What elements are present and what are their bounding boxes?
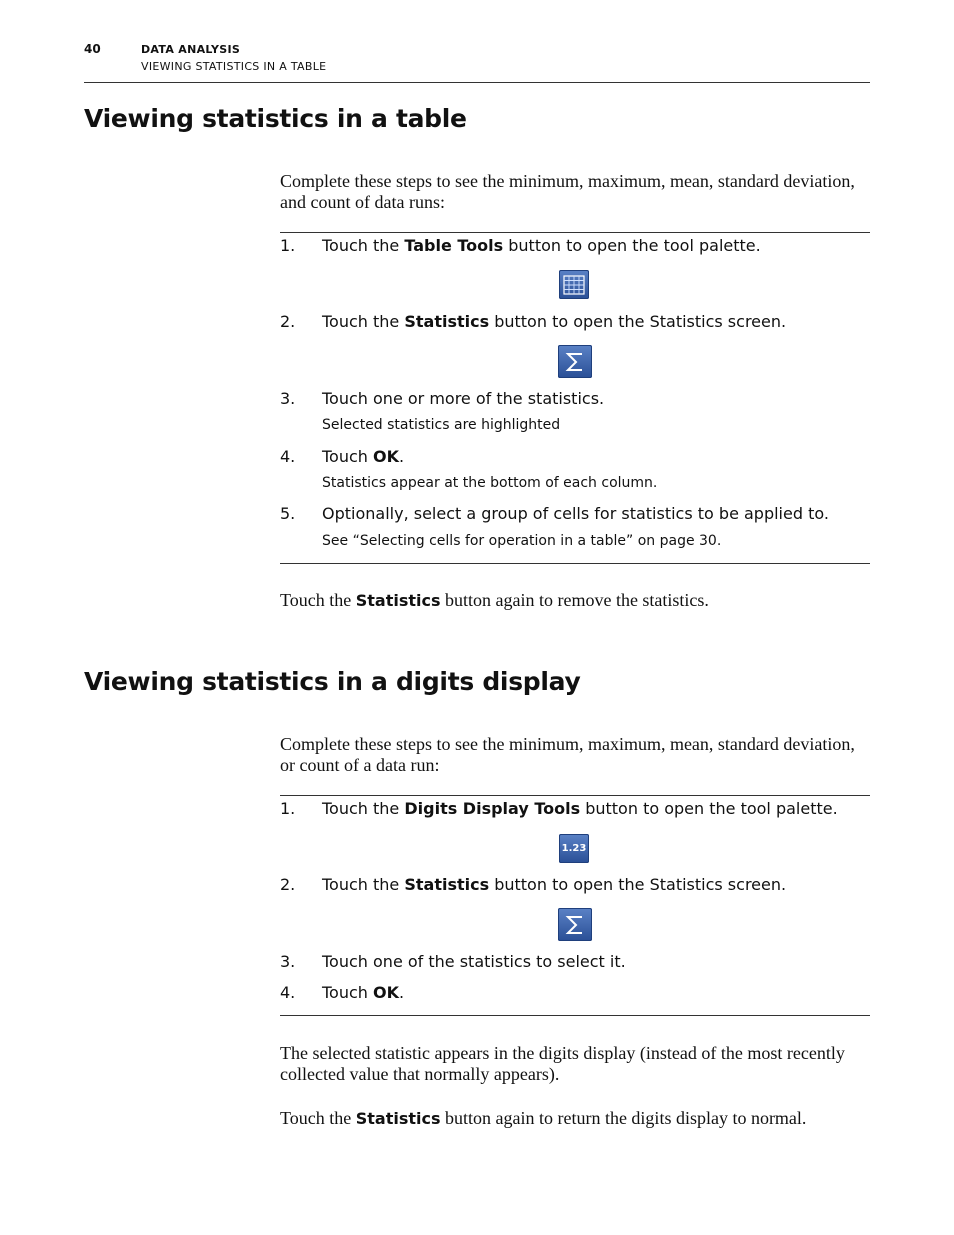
step-note: Statistics appear at the bottom of each column.: [322, 475, 658, 491]
section-heading-table: Viewing statistics in a table: [84, 104, 467, 133]
digits-display-icon-label: 1.23: [561, 843, 587, 854]
step-text: Touch the Digits Display Tools button to open the tool palette.: [322, 799, 838, 818]
step-number: 2.: [280, 312, 296, 331]
step-text: Touch the Statistics button to open the Statistics screen.: [322, 312, 787, 331]
page-number: 40: [84, 42, 101, 56]
divider: [280, 563, 870, 564]
running-section-title: VIEWING STATISTICS IN A TABLE: [141, 60, 327, 73]
step-note: See “Selecting cells for operation in a table” on page 30.: [322, 533, 722, 549]
section1-intro: Complete these steps to see the minimum, maximum, mean, standard deviation, and count of data runs:: [280, 171, 855, 212]
step-note: Selected statistics are highlighted: [322, 417, 561, 433]
step-text: Touch the Table Tools button to open the tool palette.: [322, 236, 761, 255]
step-number: 3.: [280, 952, 296, 971]
step-text: Touch OK.: [322, 983, 405, 1002]
step-number: 4.: [280, 983, 296, 1002]
step-text: Touch OK.: [322, 447, 405, 466]
divider: [280, 1015, 870, 1016]
section2-closing-statistics: Touch the Statistics button again to return the digits display to normal.: [280, 1108, 807, 1128]
header-rule: [84, 82, 870, 83]
divider: [280, 795, 870, 796]
step-text: Touch one or more of the statistics.: [322, 389, 605, 408]
chapter-title: DATA ANALYSIS: [141, 43, 241, 56]
divider: [280, 232, 870, 233]
table-tools-icon: [559, 270, 589, 299]
statistics-sigma-icon: [558, 345, 592, 378]
running-header: [0, 0, 954, 90]
step-number: 5.: [280, 504, 296, 523]
step-number: 3.: [280, 389, 296, 408]
step-text: Touch the Statistics button to open the Statistics screen.: [322, 875, 787, 894]
section2-closing: The selected statistic appears in the digits display (instead of the most recently collected value that normally appears).: [280, 1043, 845, 1084]
step-number: 1.: [280, 799, 296, 818]
section-heading-digits: Viewing statistics in a digits display: [84, 667, 581, 696]
step-text: Optionally, select a group of cells for statistics to be applied to.: [322, 504, 829, 523]
step-number: 2.: [280, 875, 296, 894]
statistics-sigma-icon: [558, 908, 592, 941]
section1-closing: Touch the Statistics button again to remove the statistics.: [280, 590, 709, 610]
step-number: 4.: [280, 447, 296, 466]
step-number: 1.: [280, 236, 296, 255]
digits-display-icon: [559, 834, 589, 863]
step-text: Touch one of the statistics to select it.: [322, 952, 626, 971]
section2-intro: Complete these steps to see the minimum, maximum, mean, standard deviation, or count of a data run:: [280, 734, 855, 775]
